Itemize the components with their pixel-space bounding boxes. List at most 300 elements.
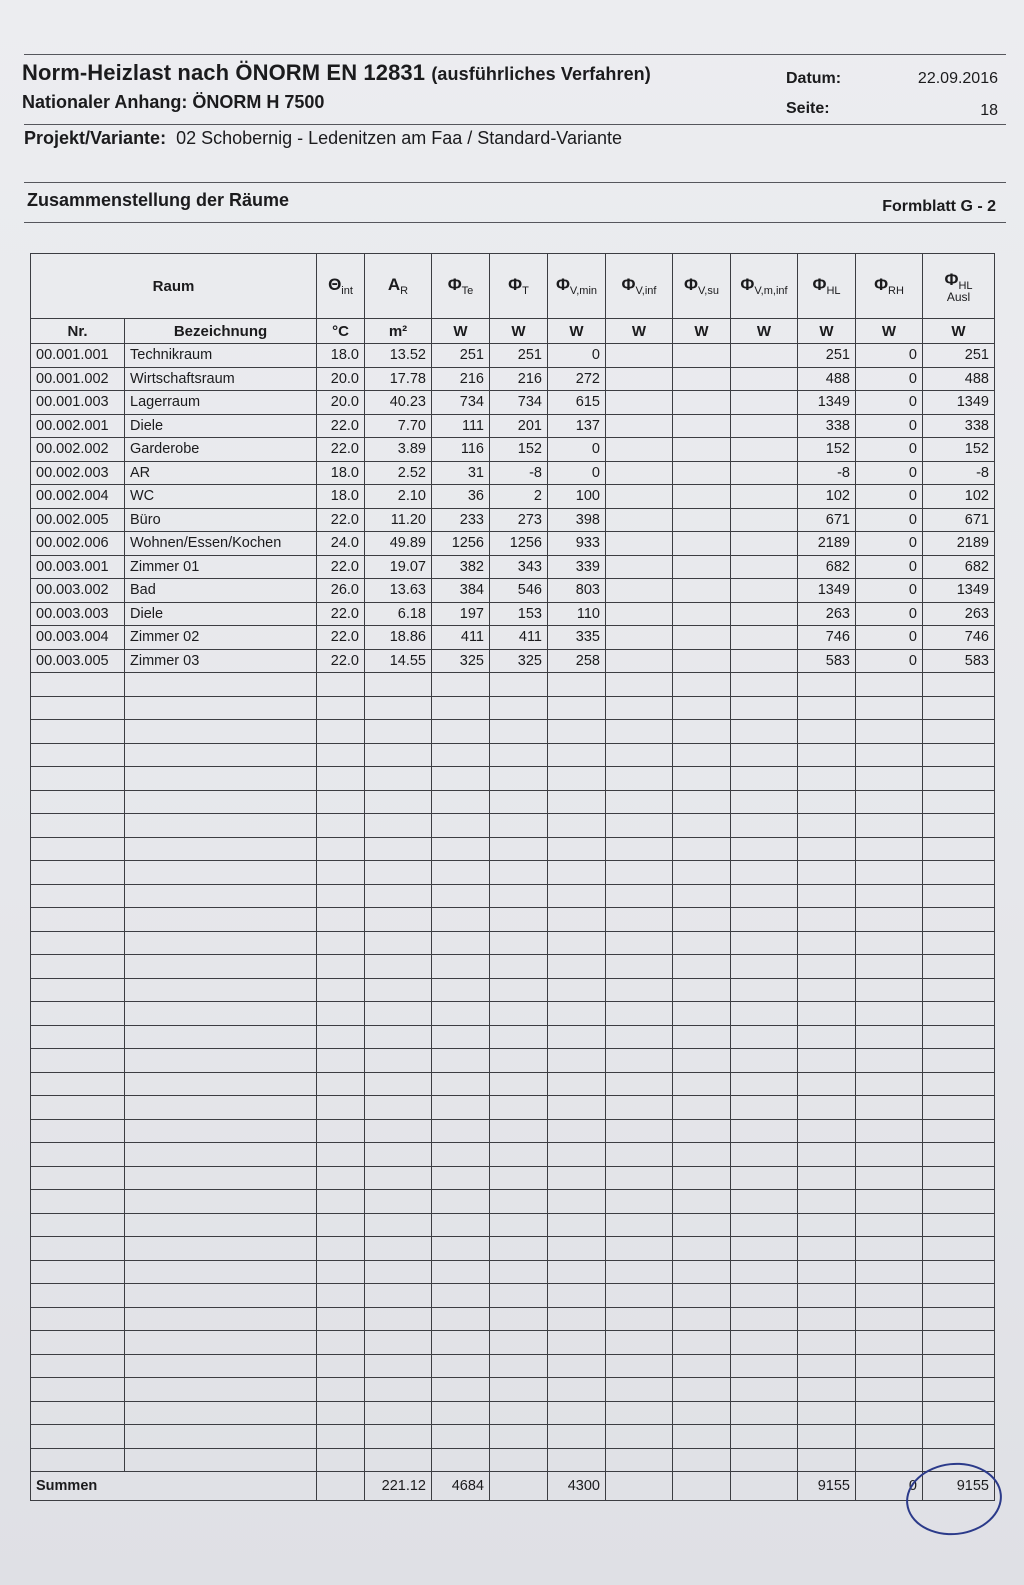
empty-cell [365, 1143, 432, 1167]
empty-cell [490, 861, 548, 885]
empty-cell [798, 1284, 856, 1308]
cell-value: 251 [432, 344, 490, 368]
empty-row [31, 743, 995, 767]
empty-cell [317, 743, 365, 767]
empty-cell [548, 1237, 606, 1261]
empty-cell [432, 1260, 490, 1284]
cell-value [606, 461, 673, 485]
cell-value: 26.0 [317, 579, 365, 603]
empty-cell [798, 767, 856, 791]
empty-cell [673, 837, 731, 861]
cell-value [731, 508, 798, 532]
empty-cell [606, 1260, 673, 1284]
empty-cell [365, 1425, 432, 1449]
empty-cell [432, 1096, 490, 1120]
empty-cell [432, 696, 490, 720]
empty-cell [31, 1260, 125, 1284]
empty-cell [856, 1119, 923, 1143]
cell-value [673, 438, 731, 462]
title-main: Norm-Heizlast nach ÖNORM EN 12831 [22, 60, 426, 85]
room-name: Technikraum [125, 344, 317, 368]
empty-cell [923, 1213, 995, 1237]
empty-cell [731, 1307, 798, 1331]
cell-value: 20.0 [317, 391, 365, 415]
cell-value: 197 [432, 602, 490, 626]
empty-cell [317, 1049, 365, 1073]
empty-cell [432, 908, 490, 932]
cell-value: 0 [856, 367, 923, 391]
cell-value [731, 391, 798, 415]
empty-cell [798, 978, 856, 1002]
room-name: Diele [125, 602, 317, 626]
empty-cell [125, 1096, 317, 1120]
empty-cell [548, 931, 606, 955]
empty-row [31, 1049, 995, 1073]
empty-cell [365, 955, 432, 979]
room-name: Diele [125, 414, 317, 438]
empty-cell [365, 696, 432, 720]
cell-value: 0 [856, 532, 923, 556]
empty-cell [673, 720, 731, 744]
empty-cell [317, 1401, 365, 1425]
cell-value: 338 [923, 414, 995, 438]
empty-cell [923, 1331, 995, 1355]
cell-value [606, 485, 673, 509]
empty-cell [432, 1119, 490, 1143]
room-number: 00.001.001 [31, 344, 125, 368]
empty-cell [856, 978, 923, 1002]
empty-cell [731, 1072, 798, 1096]
empty-cell [125, 743, 317, 767]
empty-cell [490, 1049, 548, 1073]
empty-cell [548, 1096, 606, 1120]
empty-cell [125, 931, 317, 955]
room-number: 00.002.003 [31, 461, 125, 485]
empty-cell [673, 908, 731, 932]
symbol-subscript: V,su [697, 285, 719, 297]
empty-cell [798, 1002, 856, 1026]
empty-cell [365, 1354, 432, 1378]
empty-cell [548, 1166, 606, 1190]
empty-cell [923, 1119, 995, 1143]
empty-cell [490, 1260, 548, 1284]
empty-cell [317, 1237, 365, 1261]
sum-value [673, 1472, 731, 1501]
empty-cell [31, 837, 125, 861]
empty-cell [798, 1072, 856, 1096]
empty-cell [731, 861, 798, 885]
sum-value [317, 1472, 365, 1501]
empty-cell [731, 955, 798, 979]
empty-cell [798, 1307, 856, 1331]
empty-cell [798, 1237, 856, 1261]
empty-cell [798, 1049, 856, 1073]
room-number: 00.002.004 [31, 485, 125, 509]
cell-value: 0 [856, 461, 923, 485]
empty-cell [548, 1425, 606, 1449]
symbol-subscript: int [341, 285, 353, 297]
empty-row [31, 1284, 995, 1308]
empty-cell [365, 1331, 432, 1355]
empty-cell [731, 790, 798, 814]
empty-cell [490, 1307, 548, 1331]
cell-value: 216 [432, 367, 490, 391]
empty-cell [432, 1354, 490, 1378]
unit-header-4: W [548, 319, 606, 344]
cell-value [673, 649, 731, 673]
cell-value: 116 [432, 438, 490, 462]
nr-header: Nr. [31, 319, 125, 344]
empty-cell [731, 1002, 798, 1026]
empty-cell [31, 790, 125, 814]
cell-value: 1349 [923, 579, 995, 603]
empty-cell [317, 1190, 365, 1214]
empty-cell [432, 1002, 490, 1026]
empty-cell [31, 978, 125, 1002]
empty-cell [365, 1049, 432, 1073]
unit-header-1: m² [365, 319, 432, 344]
empty-cell [673, 1025, 731, 1049]
empty-cell [923, 1401, 995, 1425]
cell-value: 488 [923, 367, 995, 391]
cell-value: 152 [490, 438, 548, 462]
empty-cell [490, 1096, 548, 1120]
empty-cell [923, 1284, 995, 1308]
empty-cell [317, 1072, 365, 1096]
cell-value: 0 [856, 649, 923, 673]
empty-cell [731, 908, 798, 932]
empty-cell [365, 1284, 432, 1308]
cell-value [606, 367, 673, 391]
empty-row [31, 1213, 995, 1237]
empty-cell [317, 1425, 365, 1449]
room-name: Garderobe [125, 438, 317, 462]
cell-value: 0 [856, 438, 923, 462]
empty-cell [731, 720, 798, 744]
cell-value: 40.23 [365, 391, 432, 415]
empty-cell [673, 1331, 731, 1355]
empty-cell [548, 767, 606, 791]
empty-cell [31, 1237, 125, 1261]
empty-cell [365, 1096, 432, 1120]
cell-value: 100 [548, 485, 606, 509]
cell-value: 411 [490, 626, 548, 650]
empty-cell [798, 1143, 856, 1167]
empty-cell [798, 1425, 856, 1449]
cell-value: 22.0 [317, 508, 365, 532]
cell-value: 31 [432, 461, 490, 485]
empty-cell [731, 814, 798, 838]
cell-value: 1349 [923, 391, 995, 415]
empty-cell [923, 955, 995, 979]
cell-value: 746 [923, 626, 995, 650]
empty-cell [432, 1166, 490, 1190]
empty-cell [923, 1002, 995, 1026]
unit-header-10: W [923, 319, 995, 344]
empty-cell [798, 1260, 856, 1284]
table-row [31, 579, 995, 603]
sum-value: 9155 [798, 1472, 856, 1501]
empty-cell [125, 1401, 317, 1425]
cell-value [673, 602, 731, 626]
room-number: 00.003.004 [31, 626, 125, 650]
cell-value: 1349 [798, 579, 856, 603]
empty-cell [365, 884, 432, 908]
empty-cell [548, 1072, 606, 1096]
empty-cell [798, 908, 856, 932]
empty-cell [673, 1425, 731, 1449]
cell-value: -8 [798, 461, 856, 485]
national-annex: Nationaler Anhang: ÖNORM H 7500 [22, 92, 325, 112]
empty-cell [490, 1354, 548, 1378]
empty-cell [365, 790, 432, 814]
cell-value [673, 367, 731, 391]
empty-cell [798, 955, 856, 979]
empty-cell [856, 1002, 923, 1026]
empty-cell [365, 720, 432, 744]
empty-cell [31, 861, 125, 885]
room-name: Lagerraum [125, 391, 317, 415]
cell-value: 152 [798, 438, 856, 462]
empty-cell [365, 1002, 432, 1026]
table-row [31, 461, 995, 485]
empty-cell [731, 1401, 798, 1425]
empty-cell [432, 720, 490, 744]
empty-cell [731, 1331, 798, 1355]
room-number: 00.002.006 [31, 532, 125, 556]
empty-cell [125, 1307, 317, 1331]
cell-value: 2.52 [365, 461, 432, 485]
empty-cell [798, 790, 856, 814]
cell-value: 18.0 [317, 485, 365, 509]
empty-cell [606, 978, 673, 1002]
empty-cell [923, 1260, 995, 1284]
cell-value: -8 [923, 461, 995, 485]
empty-cell [31, 1002, 125, 1026]
room-number: 00.003.001 [31, 555, 125, 579]
empty-row [31, 1260, 995, 1284]
empty-cell [31, 1401, 125, 1425]
room-number: 00.001.002 [31, 367, 125, 391]
empty-cell [673, 955, 731, 979]
empty-cell [125, 1448, 317, 1472]
empty-cell [432, 1378, 490, 1402]
project-label: Projekt/Variante: [24, 128, 167, 148]
empty-cell [606, 1119, 673, 1143]
empty-cell [856, 1213, 923, 1237]
empty-cell [673, 1166, 731, 1190]
empty-cell [317, 1448, 365, 1472]
empty-cell [125, 696, 317, 720]
empty-cell [125, 1143, 317, 1167]
sum-value: 4300 [548, 1472, 606, 1501]
empty-cell [673, 1354, 731, 1378]
symbol-base: Φ [555, 275, 570, 294]
cell-value: 24.0 [317, 532, 365, 556]
empty-cell [365, 978, 432, 1002]
empty-cell [731, 1049, 798, 1073]
cell-value: 11.20 [365, 508, 432, 532]
cell-value [731, 461, 798, 485]
empty-cell [365, 743, 432, 767]
empty-cell [856, 743, 923, 767]
empty-cell [317, 1331, 365, 1355]
empty-cell [548, 1331, 606, 1355]
empty-cell [798, 1213, 856, 1237]
empty-cell [490, 1401, 548, 1425]
empty-cell [490, 790, 548, 814]
symbol-header-0 [317, 254, 365, 319]
empty-cell [606, 1072, 673, 1096]
empty-cell [856, 884, 923, 908]
empty-cell [365, 1237, 432, 1261]
empty-cell [317, 1354, 365, 1378]
empty-cell [490, 673, 548, 697]
cell-value: 325 [490, 649, 548, 673]
cell-value: 615 [548, 391, 606, 415]
cell-value: 0 [856, 555, 923, 579]
empty-cell [673, 1049, 731, 1073]
empty-cell [923, 743, 995, 767]
empty-cell [31, 1072, 125, 1096]
empty-cell [923, 861, 995, 885]
empty-cell [365, 861, 432, 885]
cell-value: 102 [923, 485, 995, 509]
empty-cell [606, 1401, 673, 1425]
empty-cell [317, 1119, 365, 1143]
section-rule-top [24, 182, 1006, 183]
empty-cell [432, 1237, 490, 1261]
symbol-subscript: HL [958, 280, 973, 292]
unit-header-8: W [798, 319, 856, 344]
cell-value: 22.0 [317, 438, 365, 462]
empty-cell [365, 814, 432, 838]
empty-cell [798, 1378, 856, 1402]
empty-cell [317, 814, 365, 838]
empty-cell [365, 767, 432, 791]
title-suffix: (ausführliches Verfahren) [431, 64, 651, 84]
empty-cell [31, 1166, 125, 1190]
cell-value: 382 [432, 555, 490, 579]
empty-cell [606, 767, 673, 791]
empty-cell [490, 1166, 548, 1190]
cell-value: 338 [798, 414, 856, 438]
empty-cell [125, 1166, 317, 1190]
sum-value [490, 1472, 548, 1501]
empty-cell [31, 1025, 125, 1049]
cell-value [673, 391, 731, 415]
cell-value: 488 [798, 367, 856, 391]
empty-cell [923, 1072, 995, 1096]
empty-row [31, 1190, 995, 1214]
cell-value: 110 [548, 602, 606, 626]
empty-cell [31, 1049, 125, 1073]
empty-cell [31, 1119, 125, 1143]
empty-cell [317, 1378, 365, 1402]
room-number: 00.002.005 [31, 508, 125, 532]
cell-value: 263 [923, 602, 995, 626]
empty-cell [798, 673, 856, 697]
cell-value [731, 414, 798, 438]
cell-value: 263 [798, 602, 856, 626]
cell-value: 22.0 [317, 602, 365, 626]
sum-value [606, 1472, 673, 1501]
empty-cell [31, 1190, 125, 1214]
empty-cell [317, 767, 365, 791]
cell-value: 671 [923, 508, 995, 532]
empty-cell [923, 1425, 995, 1449]
empty-cell [31, 1354, 125, 1378]
empty-cell [673, 1190, 731, 1214]
empty-row [31, 790, 995, 814]
symbol-subscript: RH [888, 285, 904, 297]
empty-cell [798, 837, 856, 861]
empty-cell [490, 1072, 548, 1096]
empty-cell [606, 1354, 673, 1378]
empty-cell [125, 1425, 317, 1449]
cell-value [731, 649, 798, 673]
empty-cell [606, 1448, 673, 1472]
empty-cell [31, 955, 125, 979]
cell-value [606, 508, 673, 532]
empty-cell [856, 1190, 923, 1214]
empty-cell [432, 1213, 490, 1237]
empty-cell [673, 696, 731, 720]
empty-row [31, 814, 995, 838]
empty-cell [856, 1237, 923, 1261]
empty-cell [856, 1307, 923, 1331]
empty-cell [798, 696, 856, 720]
cell-value: 734 [490, 391, 548, 415]
empty-cell [548, 1448, 606, 1472]
empty-cell [673, 1284, 731, 1308]
empty-cell [606, 1002, 673, 1026]
empty-cell [432, 1072, 490, 1096]
cell-value [731, 485, 798, 509]
cell-value: 2.10 [365, 485, 432, 509]
cell-value: 803 [548, 579, 606, 603]
empty-row [31, 1331, 995, 1355]
symbol-subscript: V,inf [635, 285, 657, 297]
empty-cell [548, 1002, 606, 1026]
table-row [31, 485, 995, 509]
empty-cell [731, 767, 798, 791]
cell-value: 746 [798, 626, 856, 650]
empty-cell [125, 1049, 317, 1073]
empty-cell [731, 1096, 798, 1120]
empty-cell [798, 931, 856, 955]
sum-value [731, 1472, 798, 1501]
symbol-header-10 [923, 254, 995, 319]
empty-cell [673, 1307, 731, 1331]
cell-value: 384 [432, 579, 490, 603]
empty-cell [731, 837, 798, 861]
empty-cell [798, 861, 856, 885]
cell-value [606, 438, 673, 462]
empty-cell [490, 955, 548, 979]
empty-cell [856, 1284, 923, 1308]
empty-cell [317, 837, 365, 861]
empty-cell [673, 743, 731, 767]
empty-cell [548, 978, 606, 1002]
empty-cell [490, 931, 548, 955]
room-number: 00.003.003 [31, 602, 125, 626]
empty-cell [923, 720, 995, 744]
empty-cell [432, 1190, 490, 1214]
empty-cell [490, 1284, 548, 1308]
empty-cell [31, 1213, 125, 1237]
empty-cell [606, 1213, 673, 1237]
